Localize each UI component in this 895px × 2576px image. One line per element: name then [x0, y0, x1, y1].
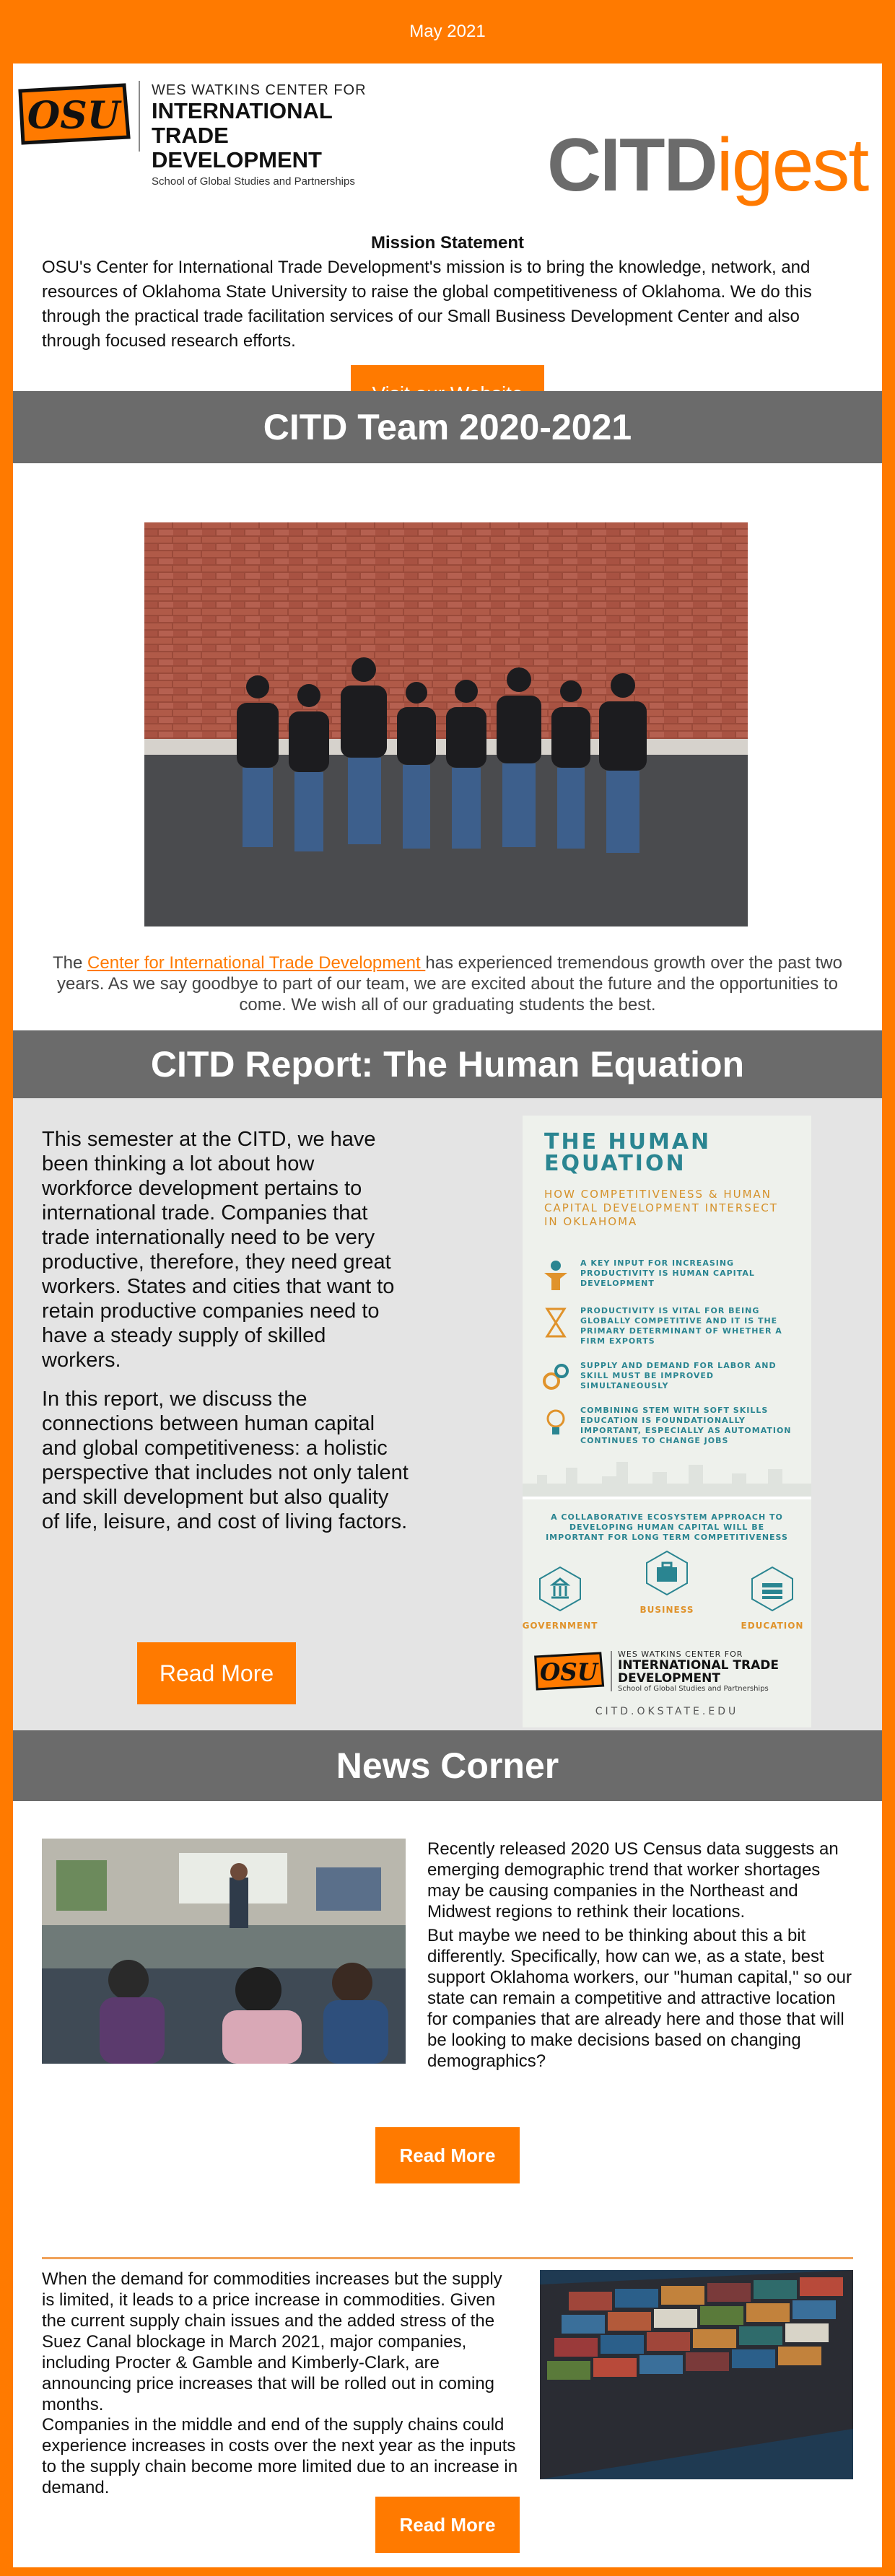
classroom-photo: [42, 1839, 406, 2064]
team-heading-band: [13, 391, 882, 463]
mission-section: [42, 231, 853, 354]
gears-icon: [541, 1361, 570, 1394]
infographic-point-text: PRODUCTIVITY IS VITAL FOR BEING GLOBALLY COMPETITIVE AND IT IS THE PRIMARY DETERMINANT OF WHETHER A FIRM EXPORTS: [580, 1306, 782, 1346]
newsletter-body: [13, 63, 882, 2567]
infographic-subtitle: HOW COMPETITIVENESS & HUMAN CAPITAL DEVELOPMENT INTERSECT IN OKLAHOMA: [544, 1188, 778, 1228]
person-icon: [541, 1258, 570, 1292]
wordmark-citd: CITD: [547, 123, 717, 207]
news-heading: News Corner: [336, 1745, 559, 1786]
mini-center-line: WES WATKINS CENTER FOR: [618, 1650, 743, 1659]
human-equation-infographic[interactable]: [523, 1116, 811, 1725]
cargo-ship-photo: [540, 2270, 853, 2479]
news-item1-paragraph-2: But maybe we need to be thinking about this a bit differently. Specifically, how can we, as a state, best support Oklahoma workers, our "human capital," so our state can remain a competitive and attractive location for companies that are already here and those that will be looking to make decisions based on changing demographics?: [427, 1926, 852, 2071]
infographic-point: [541, 1361, 794, 1394]
report-heading: CITD Report: The Human Equation: [150, 1044, 745, 1085]
infographic-point: [541, 1406, 794, 1446]
infographic-title: THE HUMAN EQUATION: [544, 1129, 712, 1176]
wordmark-igest: igest: [716, 123, 868, 207]
infographic-point-text: COMBINING STEM WITH SOFT SKILLS EDUCATION IS FOUNDATIONALLY IMPORTANT, ESPECIALLY AS AUTOMATION CONTINUES TO CHANGE JOBS: [580, 1406, 792, 1445]
report-heading-band: [13, 1030, 882, 1098]
osu-mini-icon: [533, 1650, 605, 1692]
cargo-ship-image: [540, 2270, 853, 2479]
news-item1-paragraph-1: Recently released 2020 US Census data suggests an emerging demographic trend that worker shortages may be causing companies in the Northeast and Midwest regions to rethink their locations.: [427, 1839, 839, 1922]
osu-brand-icon: [16, 81, 131, 147]
label-government: GOVERNMENT: [522, 1621, 598, 1631]
hourglass-icon: [541, 1306, 570, 1339]
team-photo-image: [144, 522, 748, 926]
news-heading-band: [13, 1730, 882, 1801]
infographic-point-text: SUPPLY AND DEMAND FOR LABOR AND SKILL MUST BE IMPROVED SIMULTANEOUSLY: [580, 1361, 777, 1390]
infographic-collab-text: A COLLABORATIVE ECOSYSTEM APPROACH TO DEVELOPING HUMAN CAPITAL WILL BE IMPORTANT FOR LONG TERM COMPETITIVENESS: [546, 1512, 788, 1542]
report-paragraph-2: In this report, we discuss the connections between human capital and global competitiveness: a holistic perspective that includes not only talent and skill development but also quality of life, leisure, and cost of living factors.: [42, 1388, 409, 1533]
government-icon: [537, 1566, 583, 1612]
label-business: BUSINESS: [639, 1605, 694, 1615]
label-education: EDUCATION: [741, 1621, 804, 1631]
email-frame: [13, 0, 882, 2576]
mission-title: Mission Statement: [370, 233, 525, 253]
infographic-url: CITD.OKSTATE.EDU: [595, 1706, 739, 1717]
education-icon: [749, 1566, 795, 1612]
infographic-logo: [533, 1650, 798, 1693]
mini-itd-name: INTERNATIONAL TRADE DEVELOPMENT: [618, 1658, 779, 1686]
infographic-point: [541, 1306, 794, 1346]
news1-read-more-button[interactable]: Read More: [375, 2127, 520, 2183]
mission-text: OSU's Center for International Trade Development's mission is to bring the knowledge, network, and resources of Oklahoma State University to raise the global competitiveness of Oklahoma. We do this through the practical trade facilitation services of our Small Business Development Center and also through focused research efforts.: [42, 258, 812, 351]
citdigest-wordmark: [547, 123, 868, 209]
team-photo: [144, 522, 748, 926]
team-heading: CITD Team 2020-2021: [263, 407, 632, 447]
mini-school-line: School of Global Studies and Partnerships: [618, 1685, 769, 1693]
logo-divider: [139, 81, 140, 152]
team-caption: [42, 952, 853, 1015]
news-item2-paragraph-2: Companies in the middle and end of the supply chains could experience increases in costs over the next year as the inputs to the supply chain become more limited due to an increase in demand.: [42, 2415, 518, 2497]
lightbulb-icon: [541, 1406, 570, 1439]
logo-school-line: School of Global Studies and Partnerships: [152, 175, 355, 188]
osu-mark-text: OSU: [27, 94, 121, 138]
news-item2-paragraph-1: When the demand for commodities increases but the supply is limited, it leads to a price increase in commodities. Given the current supply chain issues and the added stress of the Suez Canal blockage in March 2021, major companies, including Procter & Gamble and Kimberly-Clark, are announcing price increases that will be rolled out in coming months.: [42, 2269, 502, 2414]
news2-read-more-button[interactable]: Read More: [375, 2497, 520, 2553]
business-icon: [644, 1550, 690, 1596]
logo-center-line: WES WATKINS CENTER FOR: [152, 82, 367, 98]
classroom-image: [42, 1839, 406, 2064]
osu-citd-logo[interactable]: [16, 81, 383, 188]
logo-itd-name: INTERNATIONAL TRADE DEVELOPMENT: [152, 98, 333, 172]
date-bar: [13, 0, 882, 63]
report-paragraph-1: This semester at the CITD, we have been thinking a lot about how workforce development pertains to international trade. Companies that trade internationally need to be very productive, therefore, they need great workers. States and cities that want to retain productive companies need to have a steady supply of skilled workers.: [42, 1128, 395, 1372]
infographic-bottom: [523, 1497, 811, 1727]
mini-divider: [611, 1651, 612, 1691]
team-caption-pre: The: [53, 953, 88, 973]
osu-mini-text: OSU: [539, 1657, 598, 1686]
team-caption-post: has experienced tremendous growth over the past two years. As we say goodbye to part of our team, we are excited about the future and the opportunities to come. We wish all of our graduating students the best.: [57, 953, 842, 1015]
issue-date: May 2021: [409, 22, 486, 41]
report-read-more-button[interactable]: Read More: [137, 1642, 296, 1704]
news-divider: [42, 2257, 853, 2259]
infographic-point: [541, 1258, 794, 1292]
citd-link[interactable]: Center for International Trade Development: [87, 953, 426, 973]
skyline-icon: [523, 1455, 811, 1497]
infographic-point-text: A KEY INPUT FOR INCREASING PRODUCTIVITY IS HUMAN CAPITAL DEVELOPMENT: [580, 1258, 755, 1288]
